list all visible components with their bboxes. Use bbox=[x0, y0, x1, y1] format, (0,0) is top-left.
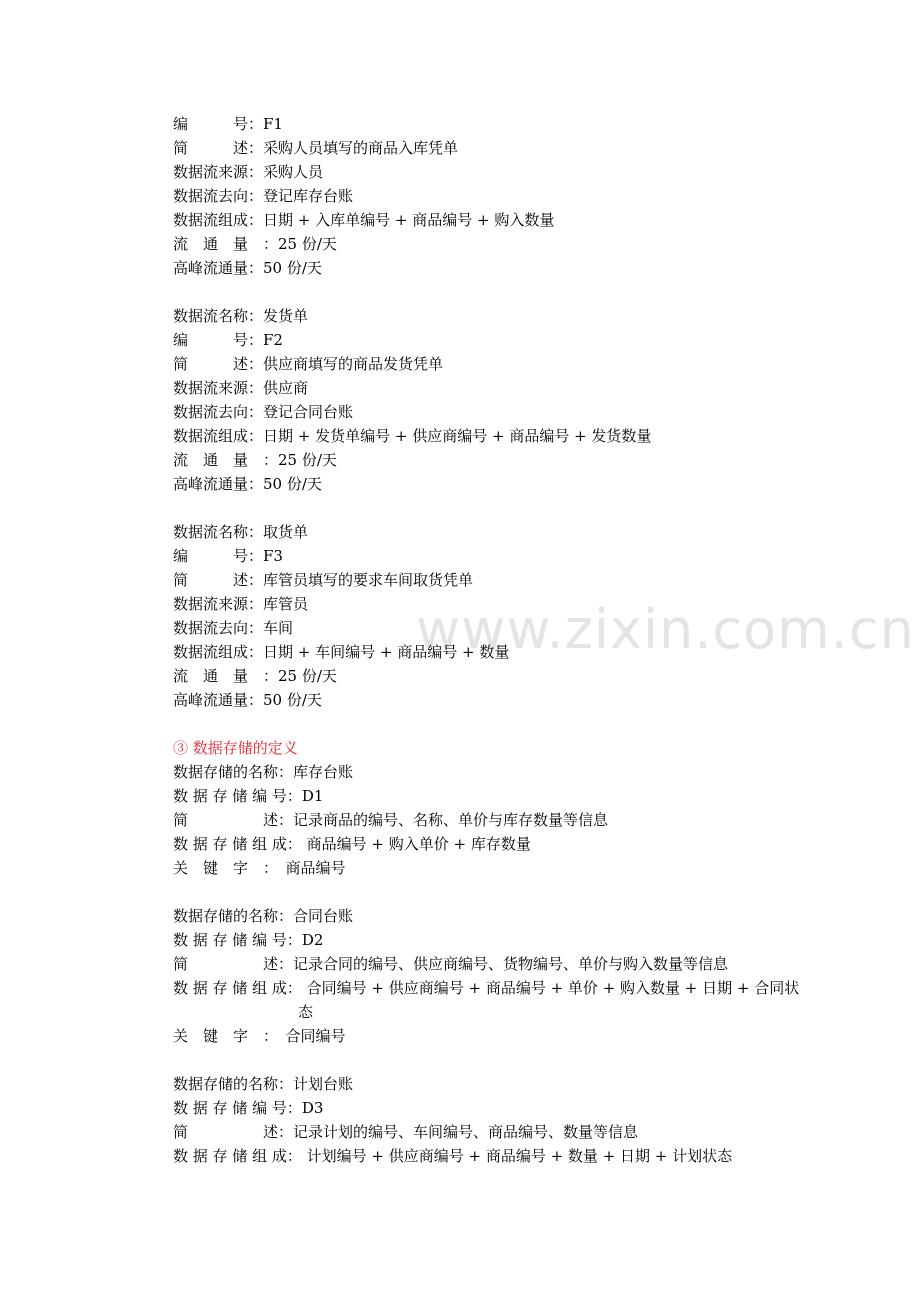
flow-f1-destination: 数据流去向：登记库存台账 bbox=[173, 187, 354, 205]
store-d3-composition: 数 据 存 储 组 成： 计划编号 + 供应商编号 + 商品编号 + 数量 + 日期 + 计划状态 bbox=[173, 1147, 733, 1165]
flow-f1-composition: 数据流组成：日期 + 入库单编号 + 商品编号 + 购入数量 bbox=[173, 211, 555, 229]
watermark: www.zixin.com.cn bbox=[416, 598, 915, 661]
flow-f3-destination: 数据流去向：车间 bbox=[173, 619, 294, 637]
store-d3-name: 数据存储的名称：计划台账 bbox=[173, 1075, 354, 1093]
flow-f1-code: 编 号：F1 bbox=[173, 115, 283, 133]
flow-f2-code: 编 号：F2 bbox=[173, 331, 283, 349]
store-d1-code: 数 据 存 储 编 号：D1 bbox=[173, 787, 324, 805]
section-heading: ③ 数据存储的定义 bbox=[173, 739, 298, 757]
flow-f2-composition: 数据流组成：日期 + 发货单编号 + 供应商编号 + 商品编号 + 发货数量 bbox=[173, 427, 652, 445]
flow-f3-code: 编 号：F3 bbox=[173, 547, 283, 565]
store-d1-key: 关 键 字 ： 商品编号 bbox=[173, 859, 346, 877]
flow-f1-description: 简 述：采购人员填写的商品入库凭单 bbox=[173, 139, 459, 157]
flow-f3-volume: 流 通 量 ：25 份/天 bbox=[173, 667, 337, 685]
store-d2-description: 简 述：记录合同的编号、供应商编号、货物编号、单价与购入数量等信息 bbox=[173, 955, 729, 973]
flow-f3-composition: 数据流组成：日期 + 车间编号 + 商品编号 + 数量 bbox=[173, 643, 510, 661]
flow-f3-peak-volume: 高峰流通量：50 份/天 bbox=[173, 691, 322, 709]
store-d2-composition-continuation: 态 bbox=[298, 1003, 314, 1021]
flow-f1-volume: 流 通 量 ：25 份/天 bbox=[173, 235, 337, 253]
store-d3-description: 简 述：记录计划的编号、车间编号、商品编号、数量等信息 bbox=[173, 1123, 639, 1141]
store-d1-description: 简 述：记录商品的编号、名称、单价与库存数量等信息 bbox=[173, 811, 609, 829]
store-d1-name: 数据存储的名称：库存台账 bbox=[173, 763, 354, 781]
flow-f2-peak-volume: 高峰流通量：50 份/天 bbox=[173, 475, 322, 493]
flow-f2-description: 简 述：供应商填写的商品发货凭单 bbox=[173, 355, 444, 373]
store-d2-composition: 数 据 存 储 组 成： 合同编号 + 供应商编号 + 商品编号 + 单价 + 购入数量 + 日期 + 合同状 bbox=[173, 979, 800, 997]
flow-f3-name: 数据流名称：取货单 bbox=[173, 523, 309, 541]
store-d1-composition: 数 据 存 储 组 成： 商品编号 + 购入单价 + 库存数量 bbox=[173, 835, 531, 853]
flow-f3-source: 数据流来源：库管员 bbox=[173, 595, 309, 613]
flow-f2-name: 数据流名称：发货单 bbox=[173, 307, 309, 325]
flow-f1-peak-volume: 高峰流通量：50 份/天 bbox=[173, 259, 322, 277]
store-d2-key: 关 键 字 ： 合同编号 bbox=[173, 1027, 346, 1045]
flow-f2-source: 数据流来源：供应商 bbox=[173, 379, 309, 397]
flow-f1-source: 数据流来源：采购人员 bbox=[173, 163, 324, 181]
flow-f2-volume: 流 通 量 ：25 份/天 bbox=[173, 451, 337, 469]
flow-f2-destination: 数据流去向：登记合同台账 bbox=[173, 403, 354, 421]
flow-f3-description: 简 述：库管员填写的要求车间取货凭单 bbox=[173, 571, 474, 589]
store-d2-name: 数据存储的名称：合同台账 bbox=[173, 907, 354, 925]
store-d2-code: 数 据 存 储 编 号：D2 bbox=[173, 931, 324, 949]
store-d3-code: 数 据 存 储 编 号：D3 bbox=[173, 1099, 324, 1117]
